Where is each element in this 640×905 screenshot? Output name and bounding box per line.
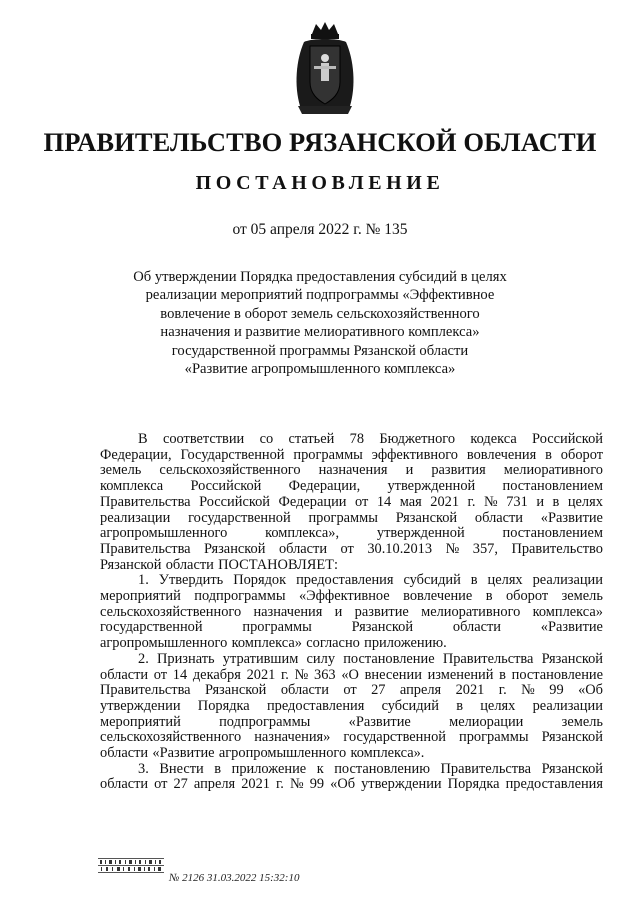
- body-word: ПОСТАНОВЛЯЕТ:: [218, 556, 338, 573]
- body-word: «Об: [578, 682, 603, 699]
- body-word: программы: [459, 729, 529, 746]
- body-word: Порядок: [233, 572, 287, 589]
- body-word: области: [452, 619, 501, 636]
- body-word: земель: [561, 588, 603, 605]
- body-line: [100, 463, 603, 479]
- body-word: целях: [567, 493, 603, 510]
- body-word: «Об: [330, 776, 356, 793]
- body-word: назначения»: [254, 729, 331, 746]
- body-word: Правительства: [100, 682, 191, 699]
- body-word: декабря: [192, 666, 241, 683]
- body-word: целях: [480, 697, 516, 714]
- body-line: [100, 526, 603, 542]
- body-word: и: [334, 603, 343, 620]
- body-word: мероприятий: [100, 588, 181, 605]
- body-word: г.: [281, 666, 289, 683]
- body-line: [100, 668, 603, 684]
- body-word: целях: [487, 572, 523, 589]
- body-word: «Развитие: [540, 509, 603, 526]
- body-word: в: [470, 572, 478, 589]
- body-word: приложению.: [364, 635, 447, 652]
- subject-line: государственной программы Рязанской области: [171, 342, 469, 359]
- subject-line: вовлечение в оборот земель сельскохозяйственного: [160, 305, 480, 322]
- body-word: «Эффективное: [298, 588, 390, 605]
- subject-line: реализации мероприятий подпрограммы «Эффективное: [145, 287, 495, 304]
- body-word: изменений: [427, 666, 494, 683]
- body-word: «Развитие: [152, 745, 215, 762]
- body-word: «Развитие: [348, 713, 411, 730]
- government-title: ПРАВИТЕЛЬСТВО РЯЗАНСКОЙ ОБЛАСТИ: [43, 127, 597, 157]
- body-line: [100, 620, 603, 636]
- body-word: постановлением: [502, 525, 603, 542]
- body-word: комплекса: [100, 478, 164, 495]
- body-word: комплекса»: [231, 635, 302, 652]
- body-word: Рязанской: [204, 540, 266, 557]
- body-line: [100, 762, 603, 778]
- body-word: в: [456, 697, 463, 714]
- body-word: агропромышленного: [100, 635, 228, 652]
- body-word: 14: [172, 666, 188, 683]
- body-line: [100, 542, 603, 558]
- subject-line: Об утверждении Порядка предоставления субсидий в целях: [133, 269, 507, 285]
- body-line: [100, 495, 603, 511]
- body-word: №: [445, 540, 460, 557]
- body-word: Рязанской: [100, 556, 162, 573]
- body-word: Федерации: [278, 493, 347, 510]
- body-word: Правительство: [511, 540, 603, 557]
- body-word: Российской: [190, 478, 262, 495]
- subject-line: назначения и развитие мелиоративного комплекса»: [160, 324, 480, 341]
- body-word: и: [405, 462, 414, 479]
- body-line: [100, 746, 603, 762]
- body-word: Правительства: [442, 650, 534, 667]
- body-line: [100, 558, 603, 574]
- body-word: «Развитие: [540, 619, 603, 636]
- body-word: развитие: [354, 603, 409, 620]
- body-word: области: [165, 556, 214, 573]
- body-word: внесении: [364, 666, 422, 683]
- body-word: реализации: [532, 697, 603, 714]
- body-line: [100, 605, 603, 621]
- body-word: Признать: [157, 650, 215, 667]
- body-word: и: [536, 493, 545, 510]
- body-word: земель: [561, 713, 603, 730]
- body-word: апреля: [193, 776, 236, 793]
- body-word: государственной: [100, 619, 203, 636]
- body-word: комплекса»,: [265, 525, 340, 542]
- body-word: в: [552, 493, 560, 510]
- body-word: Рязанской: [541, 760, 603, 777]
- date-and-number: от 05 апреля 2022 г. № 135: [232, 221, 408, 238]
- body-word: со: [259, 431, 274, 447]
- body-line: [100, 652, 603, 668]
- body-word: Федерации,: [288, 478, 361, 495]
- body-word: мелиорации: [449, 713, 524, 730]
- body-word: 27: [371, 682, 386, 699]
- body-word: Правительства: [440, 760, 532, 777]
- body-word: области: [100, 776, 149, 793]
- body-word: кодекса: [470, 431, 517, 447]
- body-word: Российской: [199, 493, 270, 510]
- body-word: оборот: [505, 588, 549, 605]
- coat-of-arms-emblem: [290, 20, 360, 116]
- body-word: постановлению: [334, 760, 430, 777]
- body-word: 731: [506, 493, 528, 510]
- body-word: области: [280, 682, 329, 699]
- body-word: назначения: [318, 462, 388, 479]
- body-word: апреля: [399, 682, 442, 699]
- body-word: соответствии: [162, 431, 245, 447]
- body-word: согласно: [306, 635, 360, 652]
- body-word: мелиоративного: [421, 603, 521, 620]
- body-word: государственной: [188, 509, 291, 526]
- body-word: утверждении: [100, 697, 181, 714]
- body-word: эффективного: [371, 446, 459, 463]
- body-word: Рязанской: [351, 619, 414, 636]
- body-word: Порядка: [197, 697, 250, 714]
- body-word: 30.10.2013: [367, 540, 433, 557]
- body-line: [100, 589, 603, 605]
- body-line: [100, 683, 603, 699]
- body-word: области: [100, 745, 149, 762]
- body-line: [100, 479, 603, 495]
- barcode-stamp: [98, 856, 164, 878]
- body-word: 14: [376, 493, 392, 510]
- body-word: реализации: [100, 509, 171, 526]
- body-word: Рязанской: [541, 650, 603, 667]
- body-line: [100, 777, 603, 793]
- body-word: Рязанской: [395, 509, 458, 526]
- body-word: Бюджетного: [379, 431, 456, 447]
- body-word: субсидий: [403, 572, 461, 589]
- body-word: развития: [431, 462, 486, 479]
- resolution-subject: [100, 268, 540, 378]
- body-word: Внести: [159, 760, 204, 777]
- body-word: реализации: [532, 572, 603, 589]
- body-word: постановлением: [502, 478, 603, 495]
- body-word: агропромышленного: [100, 525, 228, 542]
- body-word: приложение: [231, 760, 307, 777]
- body-word: назначения: [253, 603, 323, 620]
- body-word: государственной: [343, 729, 446, 746]
- body-word: земель: [100, 462, 142, 479]
- body-word: области: [100, 666, 149, 683]
- body-word: мероприятий: [100, 713, 181, 730]
- body-word: от: [355, 493, 369, 510]
- body-word: Рязанской: [541, 729, 603, 746]
- body-word: г.: [498, 682, 507, 699]
- body-word: комплекса».: [350, 745, 425, 762]
- body-word: №: [294, 666, 309, 683]
- body-word: Федерации,: [100, 446, 172, 463]
- body-line: [100, 730, 603, 746]
- body-word: утвержденной: [376, 525, 465, 542]
- body-word: статьей: [288, 431, 335, 447]
- body-word: подпрограммы: [194, 588, 286, 605]
- body-word: Государственной: [180, 446, 285, 463]
- body-line: [100, 511, 603, 527]
- body-word: оборот: [560, 446, 603, 463]
- body-word: 99: [309, 776, 325, 793]
- body-word: Порядка: [447, 776, 500, 793]
- body-line: [100, 448, 603, 464]
- body-line: [100, 636, 603, 652]
- body-word: предоставления: [266, 697, 365, 714]
- body-word: от: [153, 666, 168, 683]
- document-type: ПОСТАНОВЛЕНИЕ: [195, 172, 445, 194]
- subject-line: «Развитие агропромышленного комплекса»: [184, 361, 456, 378]
- body-word: сельскохозяйственного: [100, 603, 242, 620]
- body-word: г.: [467, 493, 476, 510]
- body-word: агропромышленного: [218, 745, 347, 762]
- body-word: мая: [399, 493, 422, 510]
- body-word: 1.: [138, 572, 149, 589]
- body-word: 2021: [455, 682, 485, 699]
- body-word: 2021: [241, 776, 270, 793]
- body-word: программы: [293, 446, 363, 463]
- body-word: Правительства: [100, 540, 191, 557]
- body-word: к: [316, 760, 324, 777]
- body-word: утвержденной: [387, 478, 476, 495]
- body-line: [100, 573, 603, 589]
- body-word: области: [278, 540, 328, 557]
- body-word: 27: [173, 776, 188, 793]
- body-word: «О: [341, 666, 359, 683]
- body-word: в: [485, 588, 493, 605]
- body-word: постановление: [343, 650, 435, 667]
- body-line: [100, 699, 603, 715]
- body-word: 357,: [472, 540, 498, 557]
- body-word: области: [474, 509, 524, 526]
- body-word: в: [545, 446, 552, 463]
- body-word: 3.: [138, 760, 149, 777]
- body-word: программы: [242, 619, 312, 636]
- body-word: в: [214, 760, 222, 777]
- body-word: В: [138, 431, 148, 447]
- body-word: г.: [276, 776, 284, 793]
- body-word: 2.: [138, 650, 149, 667]
- registration-number: № 2126 31.03.2022 15:32:10: [169, 872, 300, 884]
- body-word: постановление: [511, 666, 603, 683]
- body-word: сельскохозяйственного: [100, 729, 242, 746]
- body-word: 2021: [246, 666, 276, 683]
- body-word: предоставления: [296, 572, 394, 589]
- body-word: 78: [349, 431, 365, 447]
- body-word: вовлечения: [466, 446, 537, 463]
- body-word: мелиоративного: [503, 462, 603, 479]
- body-word: подпрограммы: [219, 713, 311, 730]
- body-word: №: [521, 682, 535, 699]
- body-word: 99: [549, 682, 564, 699]
- body-word: утверждении: [361, 776, 442, 793]
- body-word: Правительства: [100, 493, 191, 510]
- body-word: 363: [314, 666, 336, 683]
- body-word: комплекса»: [532, 603, 603, 620]
- body-word: от: [154, 776, 168, 793]
- body-word: в: [499, 666, 506, 683]
- body-word: сельскохозяйственного: [159, 462, 301, 479]
- body-word: силу: [306, 650, 336, 667]
- body-word: от: [343, 682, 357, 699]
- body-word: №: [289, 776, 304, 793]
- resolution-body: [100, 432, 603, 793]
- body-line: [100, 715, 603, 731]
- body-line: [100, 432, 603, 448]
- body-word: Рязанской: [204, 682, 267, 699]
- body-word: вовлечение: [403, 588, 473, 605]
- body-word: №: [483, 493, 498, 510]
- body-word: Утвердить: [158, 572, 224, 589]
- body-word: предоставления: [505, 776, 603, 793]
- body-word: Российской: [532, 431, 603, 447]
- body-word: утратившим: [222, 650, 299, 667]
- body-word: субсидий: [381, 697, 439, 714]
- body-word: программы: [308, 509, 378, 526]
- body-word: 2021: [430, 493, 460, 510]
- body-word: от: [340, 540, 354, 557]
